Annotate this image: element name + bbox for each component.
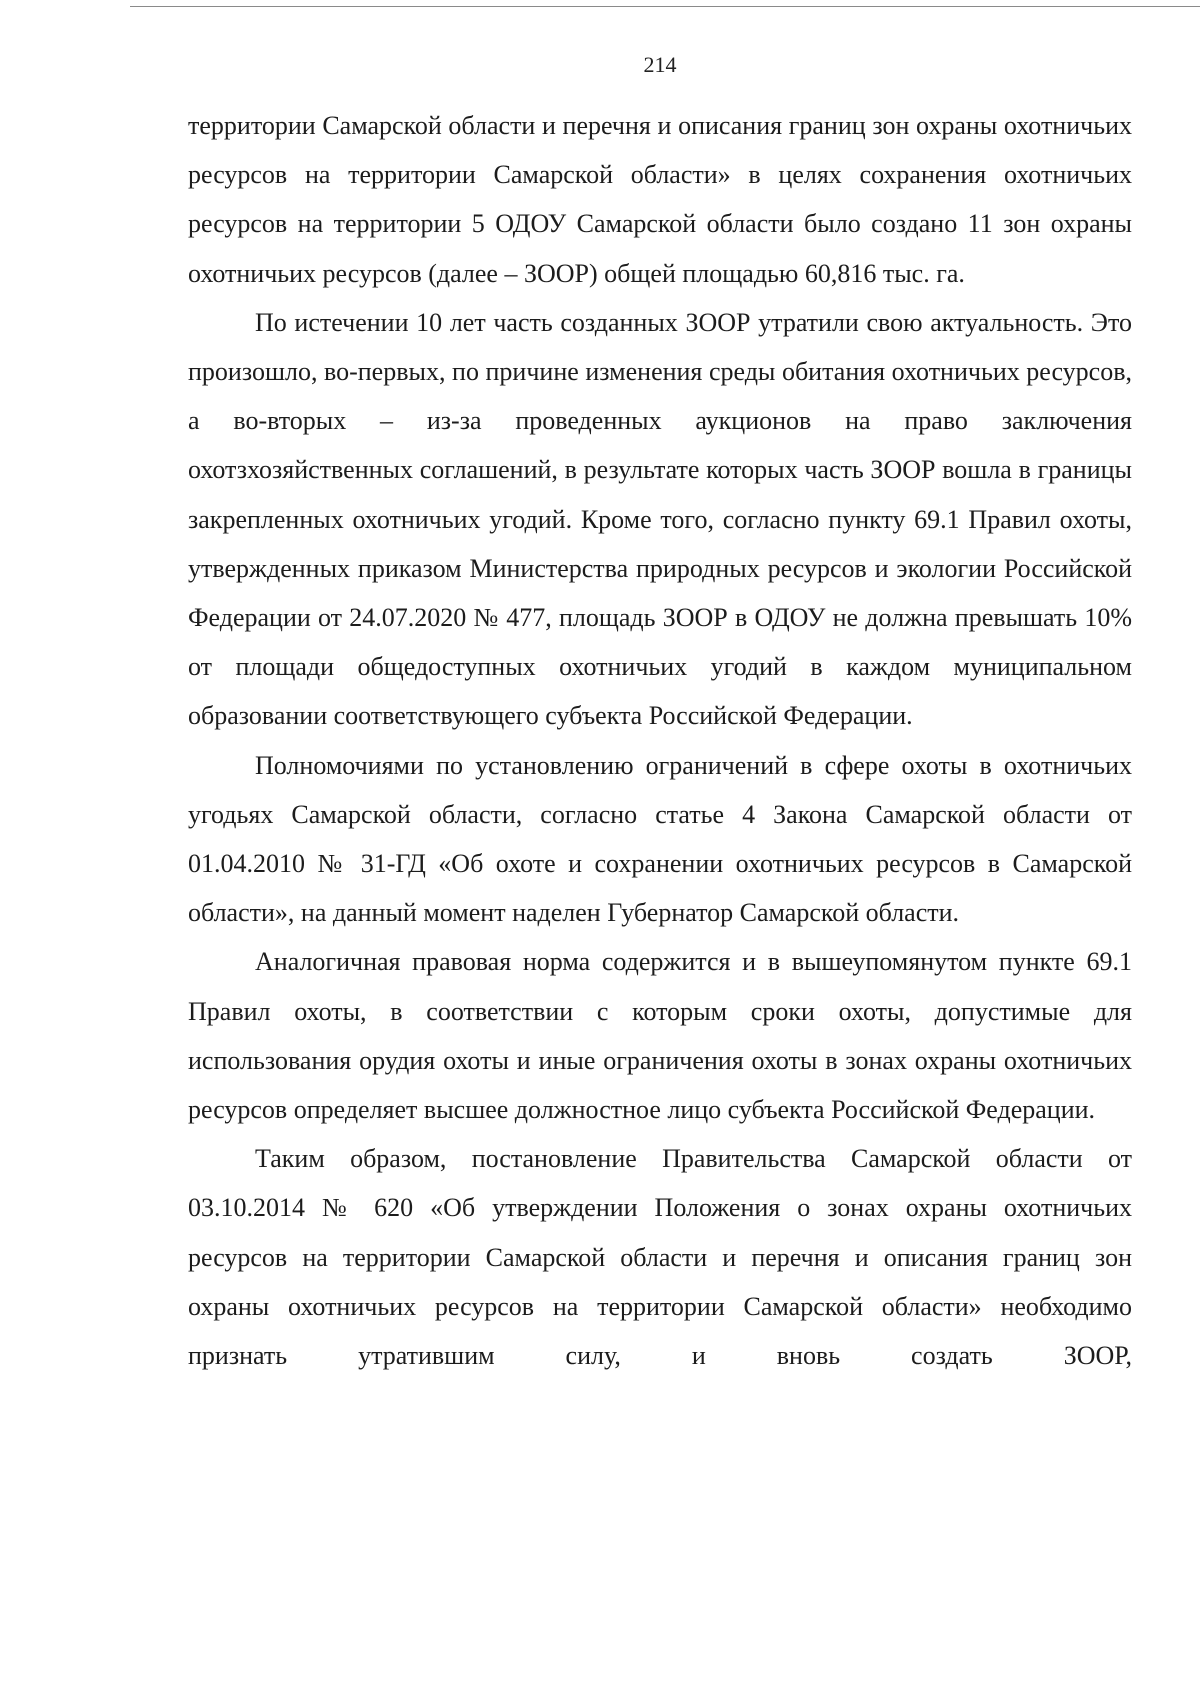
- paragraph: Таким образом, постановление Правительства Самарской области от 03.10.2014 № 620 «Об утверждении Положения о зонах охраны охотничьих ресурсов на территории Самарской области и перечня и описания границ зон охраны охотничьих ресурсов на территории Самарской области» необходимо признать утратившим силу, и вновь создать ЗООР,: [188, 1144, 1132, 1371]
- paragraph: По истечении 10 лет часть созданных ЗООР утратили свою актуальность. Это произошло, во-первых, по причине изменения среды обитания охотничьих ресурсов, а во-вторых – из-за проведенных аукционов на право заключения охотзхозяйственных соглашений, в результате которых часть ЗООР вошла в границы закрепленных охотничьих угодий. Кроме того, согласно пункту 69.1 Правил охоты, утвержденных приказом Министерства природных ресурсов и экологии Российской Федерации от 24.07.2020 № 477, площадь ЗООР в ОДОУ не должна превышать 10% от площади общедоступных охотничьих угодий в каждом муниципальном образовании соответствующего субъекта Российской Федерации.: [188, 307, 1132, 731]
- page-number: 214: [643, 52, 677, 77]
- paragraph-continuation: территории Самарской области и перечня и описания границ зон охраны охотничьих ресурсов на территории Самарской области» в целях сохранения охотничьих ресурсов на территории 5 ОДОУ Самарской области было создано 11 зон охраны охотничьих ресурсов (далее – ЗООР) общей площадью 60,816 тыс. га.: [188, 111, 1132, 288]
- top-scan-edge: [130, 6, 1200, 7]
- paragraph: Полномочиями по установлению ограничений в сфере охоты в охотничьих угодьях Самарской области, согласно статье 4 Закона Самарской области от 01.04.2010 № 31-ГД «Об охоте и сохранении охотничьих ресурсов в Самарской области», на данный момент наделен Губернатор Самарской области.: [188, 750, 1132, 928]
- paragraph: Аналогичная правовая норма содержится и в вышеупомянутом пункте 69.1 Правил охоты, в соответствии с которым сроки охоты, допустимые для использования орудия охоты и иные ограничения охоты в зонах охраны охотничьих ресурсов определяет высшее должностное лицо субъекта Российской Федерации.: [188, 947, 1132, 1125]
- body-text: [188, 101, 1132, 1380]
